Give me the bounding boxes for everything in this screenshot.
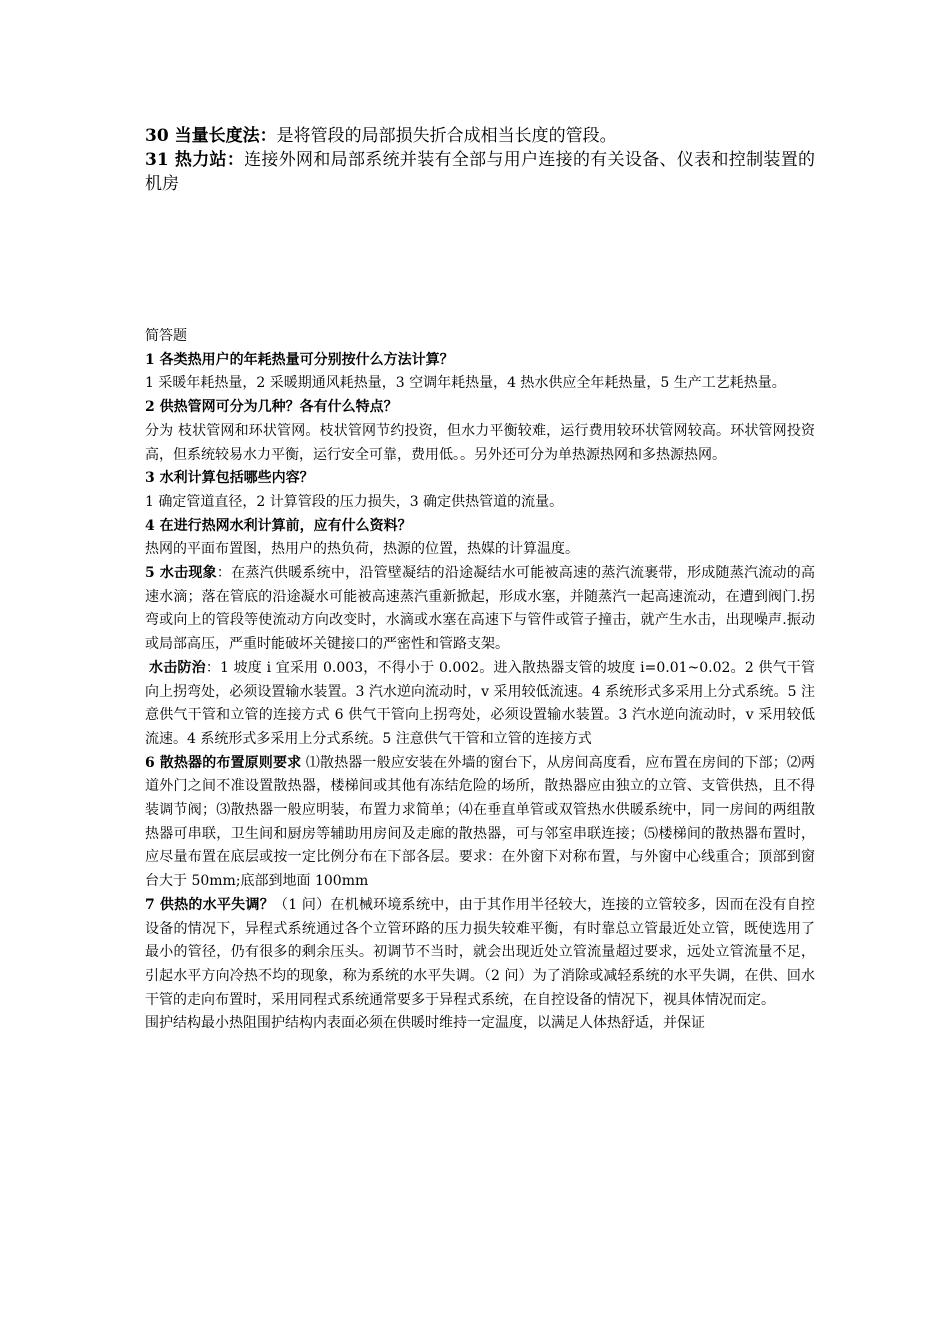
question-3 — [145, 467, 815, 491]
prevention-text: 1 坡度 i 宜采用 0.003，不得小于 0.002。进入散热器支管的坡度 i=0.01~0.02。2 供气干管向上拐弯处，必须设置输水装置。3 汽水逆向流动时，v 采用较低流速。4 系统形式多采用上分式系统。5 注意供气干管和立管的连接方式 6 供气干管向上拐弯处，必须设置输水装置。3 汽水逆向流动时，v 采用较低流速。4 系统形式多采用上分式系统。5 注意供气干管和立管的连接方式 — [145, 659, 815, 747]
definition-31 — [145, 148, 815, 196]
short-answer-section — [145, 325, 815, 1036]
water-hammer-title: 5 水击现象 — [145, 565, 217, 582]
question-1 — [145, 349, 815, 373]
radiator-paragraph — [145, 752, 815, 894]
definition-30 — [145, 124, 815, 148]
question-4 — [145, 515, 815, 539]
definitions-block — [145, 124, 815, 196]
prevention-separator: ： — [205, 659, 221, 676]
answer-4: 热网的平面布置图，热用户的热负荷，热源的位置，热媒的计算温度。 — [145, 541, 579, 558]
definition-text: 连接外网和局部系统并装有全部与用户连接的有关设备、仪表和控制装置的机房 — [145, 150, 816, 194]
definition-term: 31 热力站 — [145, 150, 227, 170]
definition-separator: ： — [226, 150, 245, 170]
water-hammer-text: 在蒸汽供暖系统中，沿管壁凝结的沿途凝结水可能被高速的蒸汽流裹带，形成随蒸汽流动的高速水滴；落在管底的沿途凝水可能被高速蒸汽重新掀起，形成水塞，并随蒸汽一起高速流动，在遭到阀门.拐弯或向上的管段等使流动方向改变时，水滴或水塞在高速下与管件或管子撞击，就产生水击，出现噪声.振动或局部高压，严重时能破坏关键接口的严密性和管路支架。 — [145, 565, 815, 653]
prevention-title: 水击防治 — [149, 659, 206, 676]
section-title: 简答题 — [145, 328, 187, 344]
radiator-text: ⑴散热器一般应安装在外墙的窗台下，从房间高度看，应布置在房间的下部；⑵两道外门之间不准设置散热器，楼梯间或其他有冻结危险的场所，散热器应由独立的立管、支管供热，且不得装调节阀；⑶散热器一般应明装，布置力求简单；⑷在垂直单管或双管热水供暖系统中，同一房间的两组散热器可串联，卫生间和厨房等辅助用房间及走廊的散热器，可与邻室串联连接；⑸楼梯间的散热器布置时，应尽量布置在底层或按一定比例分布在下部各层。要求：在外窗下对称布置，与外窗中心线重合；顶部到窗台大于 50mm;底部到地面 100mm — [145, 754, 815, 890]
question-text: 4 在进行热网水利计算前，应有什么资料？ — [145, 517, 412, 534]
question-2 — [145, 396, 815, 420]
thermal-resistance-paragraph: 围护结构最小热阻围护结构内表面必须在供暖时维持一定温度，以满足人体热舒适，并保证 — [145, 1015, 705, 1032]
imbalance-text: （1 问）在机械环境系统中，由于其作用半径较大，连接的立管较多，因而在没有自控设备的情况下，异程式系统通过各个立管环路的压力损失较难平衡，有时靠总立管最近处立管，既使选用了最小的管径，仍有很多的剩余压头。初调节不当时，就会出现近处立管流量超过要求，远处立管流量不足，引起水平方向冷热不均的现象，称为系统的水平失调。（2 问）为了消除或减轻系统的水平失调，在供、回水干管的走向布置时，采用同程式系统通常要多于异程式系统，在自控设备的情况下，视具体情况而定。 — [145, 896, 815, 1008]
answer-2: 分为 枝状管网和环状管网。枝状管网节约投资，但水力平衡较难，运行费用较环状管网较高。环状管网投资高，但系统较易水力平衡，运行安全可靠，费用低。。另外还可分为单热源热网和多热源热网。 — [145, 422, 815, 463]
imbalance-title: 7 供热的水平失调？ — [145, 896, 274, 913]
hydraulic-imbalance-paragraph — [145, 894, 815, 1013]
water-hammer-prevention-paragraph — [145, 657, 815, 752]
answer-1: 1 采暖年耗热量，2 采暖期通风耗热量，3 空调年耗热量，4 热水供应全年耗热量，5 生产工艺耗热量。 — [145, 375, 786, 392]
definition-term: 30 当量长度法 — [145, 126, 260, 146]
definition-separator: ： — [259, 126, 277, 146]
radiator-title: 6 散热器的布置原则要求 — [145, 754, 302, 771]
question-text: 1 各类热用户的年耗热量可分别按什么方法计算？ — [145, 351, 454, 368]
water-hammer-separator: ： — [216, 565, 232, 582]
answer-3: 1 确定管道直径，2 计算管段的压力损失，3 确定供热管道的流量。 — [145, 493, 564, 510]
definition-text: 是将管段的局部损失折合成相当长度的管段。 — [276, 126, 617, 146]
water-hammer-paragraph — [145, 562, 815, 657]
question-text: 3 水利计算包括哪些内容？ — [145, 470, 314, 487]
question-text: 2 供热管网可分为几种？各有什么特点？ — [145, 399, 398, 416]
